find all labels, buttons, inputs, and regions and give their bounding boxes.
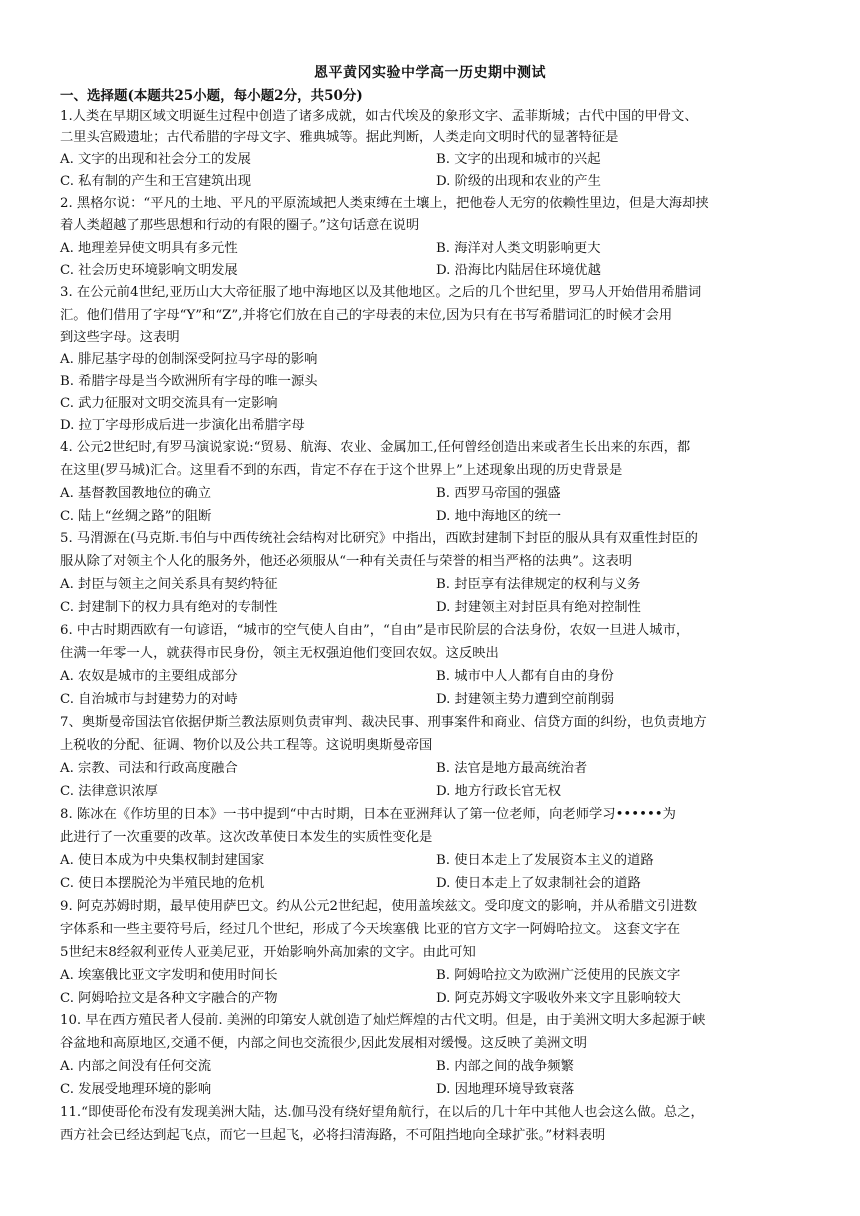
question-5-stem-line-2: 服从除了对领主个人化的服务外，他还必须服从“一种有关责任与荣誉的相当严格的法典”。这表明 xyxy=(60,554,633,569)
question-8-option-b: B. 使日本走上了发展资本主义的道路 xyxy=(436,853,654,868)
question-3-option-b: B. 希腊字母是当今欧洲所有字母的唯一源头 xyxy=(60,374,318,389)
question-3-option-a: A. 腓尼基字母的创制深受阿拉马字母的影响 xyxy=(60,352,318,367)
question-7-option-d: D. 地方行政长官无权 xyxy=(436,784,562,799)
question-5-option-d: D. 封建领主对封臣具有绝对控制性 xyxy=(436,600,641,615)
question-2-option-a: A. 地理差异使文明具有多元性 xyxy=(60,241,238,256)
question-9-stem-line-3: 5世纪末8经叙利亚传人亚美尼亚，开始影响外高加索的文字。由此可知 xyxy=(60,945,476,960)
question-6-option-d: D. 封建领主势力遭到空前削弱 xyxy=(436,692,615,707)
question-7-option-b: B. 法官是地方最高统治者 xyxy=(436,761,588,776)
question-1-stem-line-1: 1.人类在早期区域文明诞生过程中创造了诸多成就，如古代埃及的象形文字、孟菲斯城；古代中国的甲骨文、 xyxy=(60,109,698,124)
question-9-option-a: A. 埃塞俄比亚文字发明和使用时间长 xyxy=(60,968,278,983)
question-8-option-d: D. 使日本走上了奴隶制社会的道路 xyxy=(436,876,641,891)
question-3-stem-line-3: 到这些字母。这表明 xyxy=(60,330,180,345)
question-6-option-a: A. 农奴是城市的主要组成部分 xyxy=(60,669,238,684)
question-3-stem-line-1: 3. 在公元前4世纪,亚历山大大帝征服了地中海地区以及其他地区。之后的几个世纪里，罗马人开始借用希腊词 xyxy=(60,285,702,300)
question-5-option-c: C. 封建制下的权力具有绝对的专制性 xyxy=(60,600,278,615)
question-8-option-c: C. 使日本摆脱沦为半殖民地的危机 xyxy=(60,876,265,891)
question-10-option-b: B. 内部之间的战争频繁 xyxy=(436,1059,574,1074)
question-2-stem-line-2: 着人类超越了那些思想和行动的有限的圈子。”这句话意在说明 xyxy=(60,218,420,233)
question-5-option-b: B. 封臣享有法律规定的权利与义务 xyxy=(436,577,641,592)
question-9-option-d: D. 阿克苏姆文字吸收外来文字且影响较大 xyxy=(436,991,681,1006)
question-6-option-b: B. 城市中人人都有自由的身份 xyxy=(436,669,614,684)
question-7-option-a: A. 宗教、司法和行政高度融合 xyxy=(60,761,238,776)
question-7-stem-line-1: 7、奥斯曼帝国法官依据伊斯兰教法原则负责审判、裁决民事、刑事案件和商业、信贷方面的纠纷，也负责地方 xyxy=(60,715,707,730)
question-7-stem-line-2: 上税收的分配、征调、物价以及公共工程等。这说明奥斯曼帝国 xyxy=(60,738,433,753)
question-1-stem-line-2: 二里头宫殿遗址；古代希腊的字母文字、雅典城等。据此判断，人类走向文明时代的显著特征是 xyxy=(60,130,619,145)
question-4-stem-line-2: 在这里(罗马城)汇合。这里看不到的东西，肯定不存在于这个世界上”上述现象出现的历史背景是 xyxy=(60,463,623,478)
question-6-option-c: C. 自治城市与封建势力的对峙 xyxy=(60,692,238,707)
question-9-option-b: B. 阿姆哈拉文为欧洲广泛使用的民族文字 xyxy=(436,968,681,983)
question-11-stem-line-1: 11.“即使哥伦布没有发现美洲大陆，达.伽马没有绕好望角航行，在以后的几十年中其他人也会这么做。总之， xyxy=(60,1105,704,1120)
question-3-stem-line-2: 汇。他们借用了字母“Y”和“Z”,并将它们放在自己的字母表的末位,因为只有在书写希腊词汇的时候才会用 xyxy=(60,308,673,323)
question-4-option-a: A. 基督教国教地位的确立 xyxy=(60,486,212,501)
exam-title: 恩平黄冈实验中学高一历史期中测试 xyxy=(314,65,546,81)
question-2-option-b: B. 海洋对人类文明影响更大 xyxy=(436,241,601,256)
question-6-stem-line-2: 住满一年零一人，就获得市民身份，领主无权强迫他们变回农奴。这反映出 xyxy=(60,646,499,661)
question-8-stem-line-1: 8. 陈冰在《作坊里的日本》一书中提到“中古时期，日本在亚洲拜认了第一位老师，向老师学习••••••为 xyxy=(60,807,676,822)
question-8-stem-line-2: 此进行了一次重要的改革。这次改革使日本发生的实质性变化是 xyxy=(60,830,433,845)
question-1-option-c: C. 私有制的产生和王宫建筑出现 xyxy=(60,174,252,189)
question-2-stem-line-1: 2. 黑格尔说：“平凡的土地、平凡的平原流域把人类束缚在土壤上，把他卷人无穷的依赖性里边，但是大海却挟 xyxy=(60,196,709,211)
question-10-option-a: A. 内部之间没有任何交流 xyxy=(60,1059,212,1074)
question-10-stem-line-1: 10. 早在西方殖民者人侵前. 美洲的印第安人就创造了灿烂辉煌的古代文明。但是，由于美洲文明大多起源于峡 xyxy=(60,1013,706,1028)
question-3-option-d: D. 拉丁字母形成后进一步演化出希腊字母 xyxy=(60,418,305,433)
question-3-option-c: C. 武力征服对文明交流具有一定影响 xyxy=(60,396,278,411)
question-1-option-b: B. 文字的出现和城市的兴起 xyxy=(436,152,601,167)
question-4-option-b: B. 西罗马帝国的强盛 xyxy=(436,486,561,501)
question-6-stem-line-1: 6. 中古时期西欧有一句谚语，“城市的空气使人自由”，“自由”是市民阶层的合法身份，农奴一旦进人城市， xyxy=(60,623,690,638)
question-5-option-a: A. 封臣与领主之间关系具有契约特征 xyxy=(60,577,278,592)
question-5-stem-line-1: 5. 马渭源在(马克斯.韦伯与中西传统社会结构对比研究》中指出，西欧封建制下封臣的服从具有双重性封臣的 xyxy=(60,531,698,546)
question-9-option-c: C. 阿姆哈拉文是各种文字融合的产物 xyxy=(60,991,278,1006)
question-1-option-d: D. 阶级的出现和农业的产生 xyxy=(436,174,601,189)
question-8-option-a: A. 使日本成为中央集权制封建国家 xyxy=(60,853,265,868)
question-10-option-d: D. 因地理环境导致衰落 xyxy=(436,1082,575,1097)
question-7-option-c: C. 法律意识浓厚 xyxy=(60,784,158,799)
question-2-option-d: D. 沿海比内陆居住环境优越 xyxy=(436,263,601,278)
section-heading: 一、选择题(本题共25小题，每小题2分，共50分) xyxy=(60,88,363,104)
question-9-stem-line-2: 字体系和一些主要符号后，经过几个世纪，形成了今天埃塞俄 比亚的官方文字一阿姆哈拉文。 这套文字在 xyxy=(60,922,681,937)
question-1-option-a: A. 文字的出现和社会分工的发展 xyxy=(60,152,251,167)
question-11-stem-line-2: 西方社会已经达到起飞点，而它一旦起飞，必将扫清海路，不可阻挡地向全球扩张。”材料表明 xyxy=(60,1128,606,1143)
question-10-stem-line-2: 谷盆地和高原地区,交通不便，内部之间也交流很少,因此发展相对缓慢。这反映了美洲文明 xyxy=(60,1036,588,1051)
question-4-stem-line-1: 4. 公元2世纪时,有罗马演说家说:“贸易、航海、农业、金属加工,任何曾经创造出来或者生长出来的东西，都 xyxy=(60,440,691,455)
question-4-option-c: C. 陆上“丝绸之路”的阻断 xyxy=(60,509,212,524)
question-9-stem-line-1: 9. 阿克苏姆时期，最早使用萨巴文。约从公元2世纪起，使用盖埃兹文。受印度文的影响，并从希腊文引进数 xyxy=(60,899,698,914)
question-4-option-d: D. 地中海地区的统一 xyxy=(436,509,562,524)
question-10-option-c: C. 发展受地理环境的影响 xyxy=(60,1082,212,1097)
question-2-option-c: C. 社会历史环境影响文明发展 xyxy=(60,263,238,278)
